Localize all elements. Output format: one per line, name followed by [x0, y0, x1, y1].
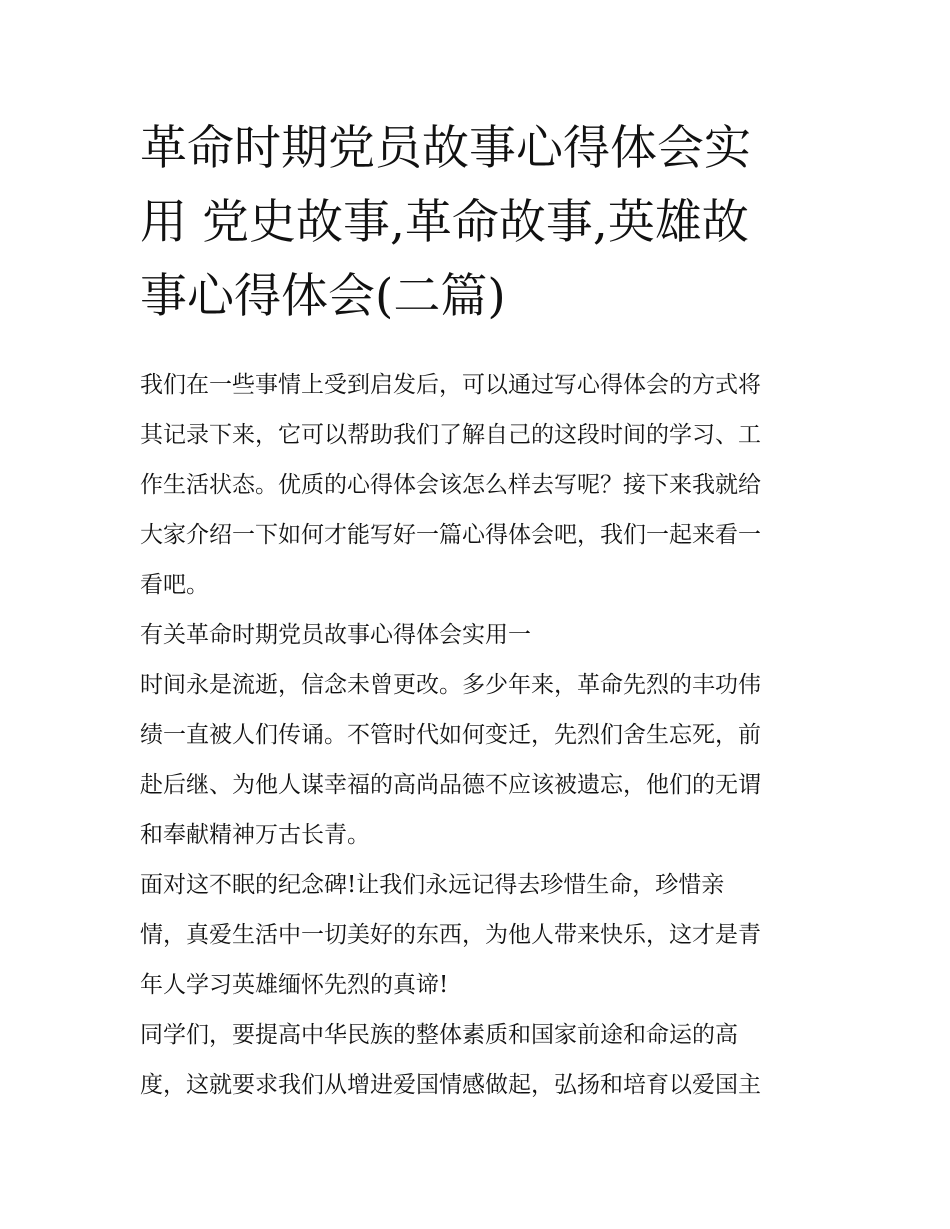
section-heading: 有关革命时期党员故事心得体会实用一: [140, 622, 531, 648]
body-line: 作生活状态。优质的心得体会该怎么样去写呢？接下来我就给: [140, 472, 761, 498]
body-line: 其记录下来，它可以帮助我们了解自己的这段时间的学习、工: [140, 422, 761, 448]
body-line: 时间永是流逝，信念未曾更改。多少年来，革命先烈的丰功伟: [140, 672, 761, 698]
title-line-2: 用 党史故事,革命故事,英雄故: [140, 195, 749, 250]
document-body: [140, 360, 820, 1110]
body-line: 面对这不眠的纪念碑!让我们永远记得去珍惜生命，珍惜亲: [140, 872, 725, 898]
body-line: 和奉献精神万古长青。: [140, 822, 370, 848]
document-title: [140, 112, 810, 334]
body-line: 赴后继、为他人谋幸福的高尚品德不应该被遗忘，他们的无谓: [140, 772, 761, 798]
body-line: 我们在一些事情上受到启发后，可以通过写心得体会的方式将: [140, 372, 761, 398]
body-line: 年人学习英雄缅怀先烈的真谛!: [140, 972, 449, 998]
body-line: 绩一直被人们传诵。不管时代如何变迁，先烈们舍生忘死，前: [140, 722, 761, 748]
body-line: 大家介绍一下如何才能写好一篇心得体会吧，我们一起来看一: [140, 522, 761, 548]
body-line: 同学们，要提高中华民族的整体素质和国家前途和命运的高: [140, 1022, 738, 1048]
body-line: 情，真爱生活中一切美好的东西，为他人带来快乐，这才是青: [140, 922, 761, 948]
body-line: 看吧。: [140, 572, 209, 598]
title-line-1: 革命时期党员故事心得体会实: [140, 121, 751, 176]
body-line: 度，这就要求我们从增进爱国情感做起，弘扬和培育以爱国主: [140, 1072, 761, 1098]
title-line-3: 事心得体会(二篇): [140, 269, 506, 324]
